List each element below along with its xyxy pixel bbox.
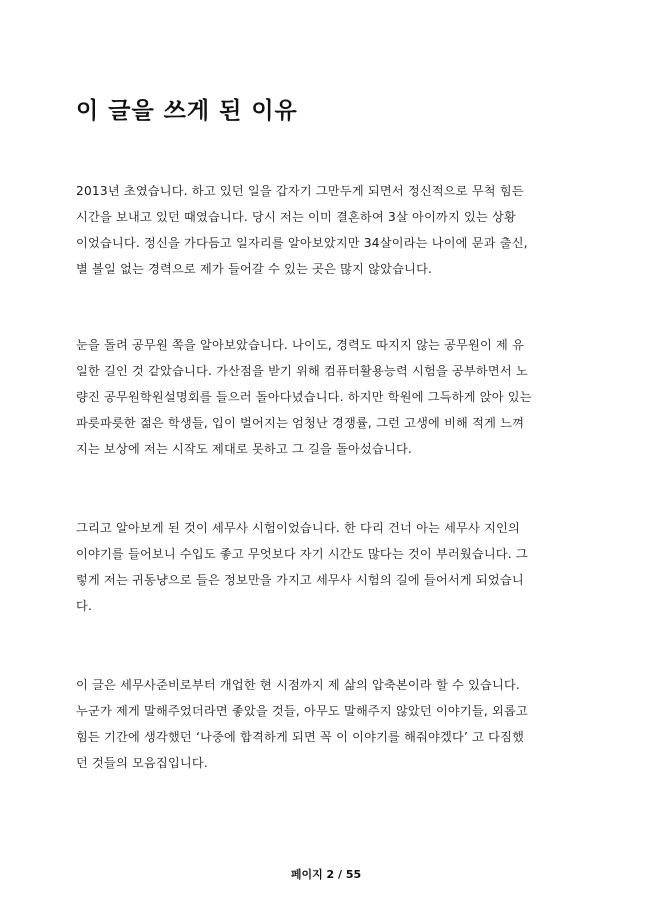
paragraph-line: 시간을 보내고 있던 때였습니다. 당시 저는 이미 결혼하여 3살 아이까지 있는 상황 bbox=[76, 210, 516, 224]
paragraph-3 bbox=[76, 515, 586, 619]
paragraph-line: 그리고 알아보게 된 것이 세무사 시험이었습니다. 한 다리 건너 아는 세무사 지인의 bbox=[76, 521, 521, 535]
paragraph-line: 2013년 초였습니다. 하고 있던 일을 갑자기 그만두게 되면서 정신적으로 무척 힘든 bbox=[76, 184, 524, 198]
paragraph-line: 별 볼일 없는 경력으로 제가 들어갈 수 있는 곳은 많지 않았습니다. bbox=[76, 262, 433, 276]
paragraph-line: 지는 보상에 저는 시작도 제대로 못하고 그 길을 돌아섰습니다. bbox=[76, 442, 412, 456]
paragraph-line: 힘든 기간에 생각했던 ‘나중에 합격하게 되면 꼭 이 이야기를 해줘야겠다’ 고 다짐했 bbox=[76, 730, 525, 744]
paragraph-line: 이었습니다. 정신을 가다듬고 일자리를 알아보았지만 34살이라는 나이에 문과 출신, bbox=[76, 236, 528, 250]
paragraph-line: 다. bbox=[76, 599, 93, 613]
paragraph-line: 누군가 제게 말해주었더라면 좋았을 것들, 아무도 말해주지 않았던 이야기들, 외롭고 bbox=[76, 704, 528, 718]
paragraph-line: 파릇파릇한 젊은 학생들, 입이 벌어지는 엄청난 경쟁률, 그런 고생에 비해 적게 느껴 bbox=[76, 416, 525, 430]
page-title: 이 글을 쓰게 된 이유 bbox=[76, 98, 298, 124]
paragraph-line: 일한 길인 것 같았습니다. 가산점을 받기 위해 컴퓨터활용능력 시험을 공부하면서 노 bbox=[76, 364, 528, 378]
paragraph-line: 이 글은 세무사준비로부터 개업한 현 시점까지 제 삶의 압축본이라 할 수 있습니다. bbox=[76, 678, 521, 692]
paragraph-line: 량진 공무원학원설명회를 들으러 돌아다녔습니다. 하지만 학원에 그득하게 앉아 있는 bbox=[76, 390, 532, 404]
paragraph-4 bbox=[76, 672, 586, 776]
paragraph-1 bbox=[76, 178, 586, 282]
paragraph-line: 던 것들의 모음집입니다. bbox=[76, 756, 208, 770]
paragraph-line: 눈을 돌려 공무원 쪽을 알아보았습니다. 나이도, 경력도 따지지 않는 공무원이 제 유 bbox=[76, 338, 525, 352]
page-number: 페이지 2 / 55 bbox=[290, 868, 362, 881]
paragraph-2 bbox=[76, 332, 586, 462]
paragraph-line: 렇게 저는 귀동냥으로 들은 정보만을 가지고 세무사 시험의 길에 들어서게 되었습니 bbox=[76, 573, 524, 587]
paragraph-line: 이야기를 들어보니 수입도 좋고 무엇보다 자기 시간도 많다는 것이 부러웠습니다. 그 bbox=[76, 547, 528, 561]
